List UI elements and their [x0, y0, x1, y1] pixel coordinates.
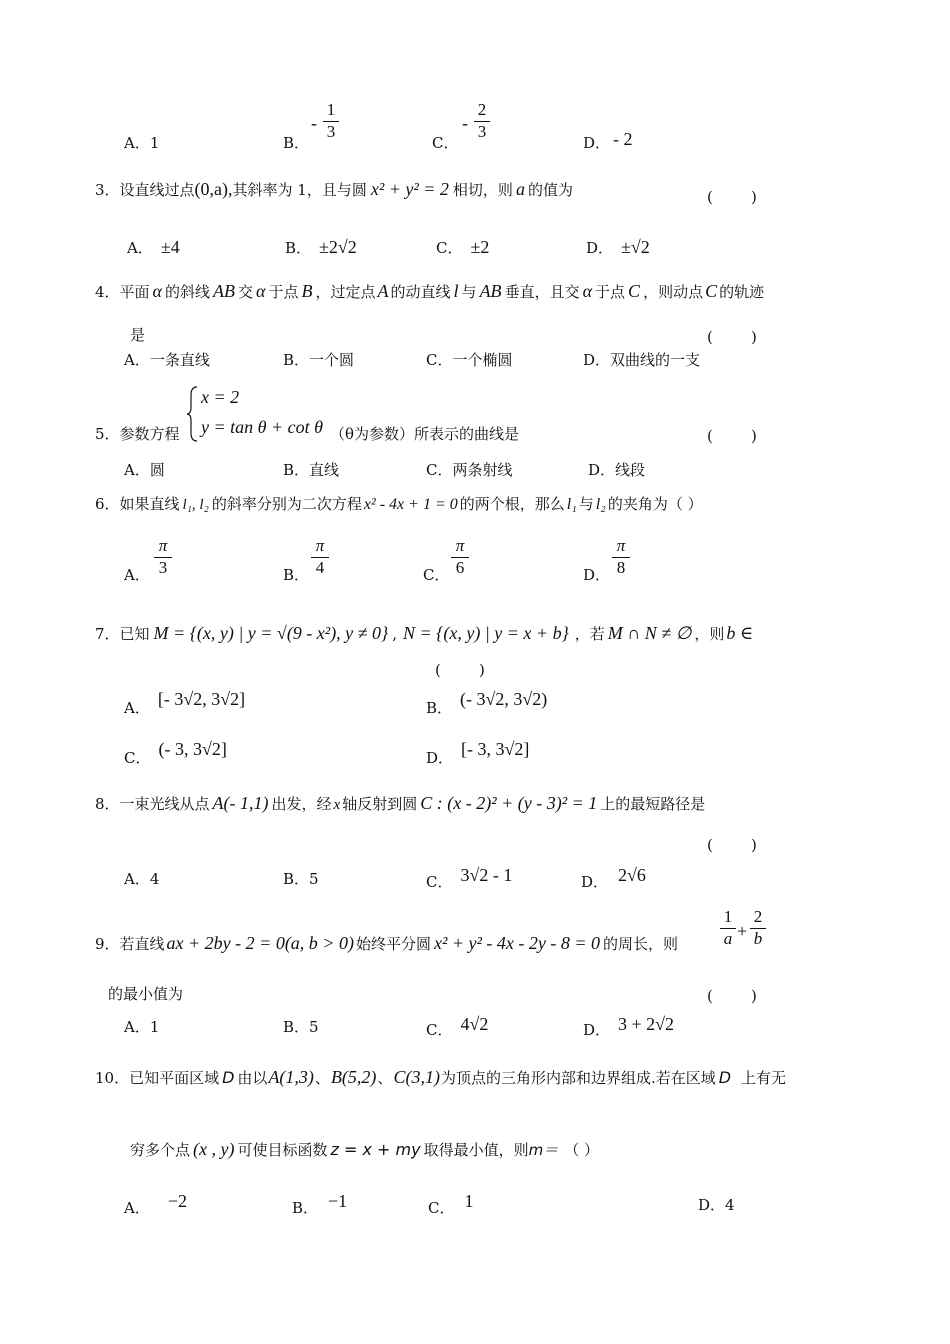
q5-option-b[interactable]: B．直线 [283, 461, 340, 479]
q2-option-c-sign: - [462, 113, 468, 133]
q9-stem: 9．若直线 ax + 2by - 2 = 0(a, b > 0) 始终平分圆 x² + y² - 4x - 2y - 8 = 0 的周长，则 [95, 933, 679, 953]
q10-option-b[interactable]: B． −1 [292, 1191, 348, 1217]
q3-text3: 的值为 [527, 181, 573, 199]
q10-option-d[interactable]: D．4 [698, 1196, 735, 1214]
q4-option-c[interactable]: C．一个椭圆 [426, 351, 513, 369]
q3-stem [95, 180, 573, 198]
q8-option-a[interactable]: A．4 [124, 870, 160, 888]
q9-stem-line2: 的最小值为 [108, 985, 184, 1003]
q6-stem: 6．如果直线 l₁, l₂ 的斜率分别为二次方程 x² - 4x + 1 = 0 的两个根，那么 l₁ 与 l₂ 的夹角为（ ） [95, 495, 703, 513]
q2-option-d-label[interactable]: D． [583, 134, 611, 152]
q6-option-c-label[interactable]: C． [423, 566, 450, 584]
q5-prefix: 5．参数方程 [95, 425, 180, 443]
q6-option-c-fraction: π 6 [451, 537, 469, 577]
q5-option-a[interactable]: A．圆 [124, 461, 165, 479]
q7-answer-paren[interactable]: ( ) [435, 661, 485, 679]
q9-option-b[interactable]: B．5 [283, 1018, 319, 1036]
q9-answer-paren[interactable]: ( ) [707, 987, 757, 1005]
q3-answer-paren[interactable]: ( ) [707, 188, 757, 206]
q6-option-a-fraction: π 3 [154, 537, 172, 577]
q9-fraction-1: 1 a [720, 908, 736, 948]
q3-circle: x² + y² = 2 [370, 179, 449, 199]
set-n: N = {(x, y) | y = x + b} [403, 623, 569, 643]
q6-option-a-label[interactable]: A． [124, 566, 150, 584]
q9-plus: + [737, 921, 748, 941]
q10-answer-paren[interactable]: （ ） [564, 1141, 599, 1159]
q3-option-c[interactable]: C． ±2 [436, 237, 490, 257]
q4-stem-line2: 是 [130, 326, 146, 344]
q7-stem: 7．已知 M = {(x, y) | y = √(9 - x²), y ≠ 0} , N = {(x, y) | y = x + b} ，若 M ∩ N ≠ ∅ ，则 b ∈ [95, 623, 754, 643]
q3-text1: 其斜率为 1，且与圆 [232, 181, 367, 199]
q9-option-c[interactable]: C． 4√2 [426, 1014, 489, 1039]
q3-var: a [515, 179, 525, 199]
brace-icon [186, 385, 200, 443]
q10-option-c[interactable]: C． 1 [428, 1191, 474, 1217]
q8-stem: 8．一束光线从点 A(- 1,1) 出发，经 x 轴反射到圆 C : (x - 2)² + (y - 3)² = 1 上的最短路径是 [95, 793, 706, 813]
q8-option-d[interactable]: D． 2√6 [581, 865, 646, 891]
q2-option-c-fraction: 2 3 [474, 101, 490, 141]
q10-stem: 10．已知平面区域 D 由以A(1,3)、B(5,2)、C(3,1)为顶点的三角形内部和边界组成.若在区域 D 上有无 [95, 1067, 787, 1087]
q2-option-b-sign: - [311, 113, 317, 133]
q5-option-d[interactable]: D．线段 [588, 461, 646, 479]
q7-option-c[interactable]: C． (- 3, 3√2] [124, 739, 227, 767]
q7-option-d[interactable]: D． [- 3, 3√2] [426, 739, 530, 767]
q5-equation-2: y = tan θ + cot θ [201, 417, 323, 437]
q6-option-d-fraction: π 8 [612, 537, 630, 577]
q3-option-b[interactable]: B． ±2√2 [285, 237, 357, 257]
q2-option-c-label[interactable]: C． [432, 134, 459, 152]
q5-answer-paren[interactable]: ( ) [707, 427, 757, 445]
q2-option-d-value: - 2 [613, 129, 633, 149]
q9-fraction-2: 2 b [750, 908, 766, 948]
q4-answer-paren[interactable]: ( ) [707, 328, 757, 346]
q2-option-b-fraction: 1 3 [323, 101, 339, 141]
q3-option-d[interactable]: D． ±√2 [586, 237, 650, 257]
q5-text: （θ为参数）所表示的曲线是 [330, 425, 520, 443]
q4-option-d[interactable]: D．双曲线的一支 [583, 351, 701, 369]
q4-option-a[interactable]: A．一条直线 [124, 351, 210, 369]
q5-equation-1: x = 2 [201, 387, 240, 407]
q2-option-b-label[interactable]: B． [283, 134, 310, 152]
q3-option-a[interactable]: A． ±4 [127, 237, 180, 257]
q2-option-a[interactable]: A．1 [124, 134, 160, 152]
q8-option-c[interactable]: C． 3√2 - 1 [426, 865, 513, 891]
q6-option-b-fraction: π 4 [311, 537, 329, 577]
q7-option-b[interactable]: B． (- 3√2, 3√2) [426, 689, 548, 717]
q8-option-b[interactable]: B．5 [283, 870, 319, 888]
set-m: M = {(x, y) | y = √(9 - x²), y ≠ 0} [153, 623, 389, 643]
q10-stem-line2: 穷多个点 (x , y) 可使目标函数 z = x + my 取得最小值，则m＝ （ ） [130, 1139, 599, 1159]
q5-option-c[interactable]: C．两条射线 [426, 461, 513, 479]
q9-option-a[interactable]: A．1 [124, 1018, 160, 1036]
q3-text2: 相切，则 [452, 181, 513, 199]
q4-stem: 4．平面 α 的斜线 AB 交 α 于点 B ，过定点 A 的动直线 l 与 AB 垂直，且交 α 于点 C ，则动点 C 的轨迹 [95, 281, 765, 301]
q4-option-b[interactable]: B．一个圆 [283, 351, 355, 369]
alpha-symbol: α [152, 281, 162, 301]
q6-option-b-label[interactable]: B． [283, 566, 310, 584]
q8-answer-paren[interactable]: ( ) [707, 836, 757, 854]
q10-option-a[interactable]: A． −2 [124, 1191, 187, 1217]
q6-option-d-label[interactable]: D． [583, 566, 611, 584]
q9-option-d[interactable]: D． 3 + 2√2 [583, 1014, 675, 1039]
q3-point: (0,a), [194, 179, 233, 199]
q3-prefix: 3．设直线过点 [95, 181, 195, 199]
q7-option-a[interactable]: A． [- 3√2, 3√2] [124, 689, 246, 717]
